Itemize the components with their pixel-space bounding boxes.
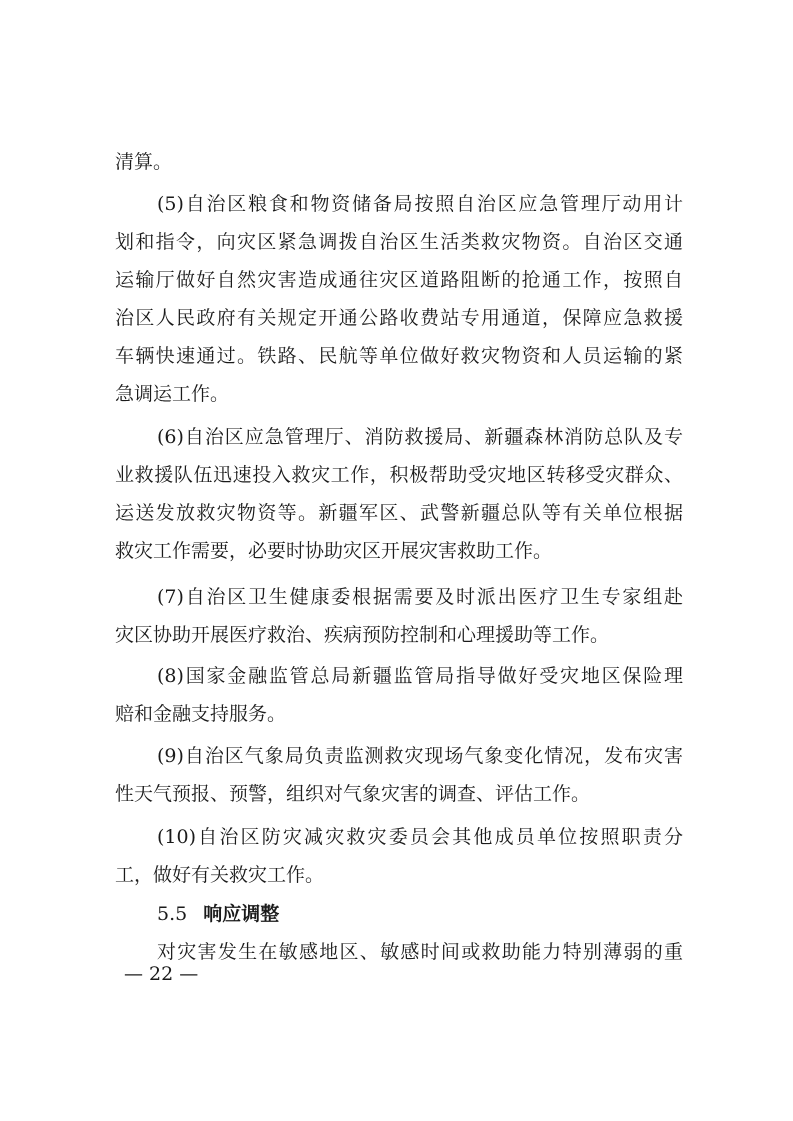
paragraph-line: (7)自治区卫生健康委根据需要及时派出医疗卫生专家组赴: [157, 586, 683, 608]
paragraph-line: 业救援队伍迅速投入救灾工作，积极帮助受灾地区转移受灾群众、: [115, 464, 683, 486]
section-number: 5.5: [157, 903, 188, 925]
paragraph-line: 车辆快速通过。铁路、民航等单位做好救灾物资和人员运输的紧: [115, 345, 683, 367]
paragraph-line: 赔和金融支持服务。: [115, 703, 287, 725]
paragraph-line: 治区人民政府有关规定开通公路收费站专用通道，保障应急救援: [115, 307, 683, 329]
paragraph-line: (8)国家金融监管总局新疆监管局指导做好受灾地区保险理: [157, 665, 683, 687]
paragraph-line: 性天气预报、预警，组织对气象灾害的调查、评估工作。: [115, 783, 591, 805]
paragraph-line: 划和指令，向灾区紧急调拨自治区生活类救灾物资。自治区交通: [115, 231, 683, 253]
section-title: 响应调整: [203, 903, 280, 925]
paragraph-line: 工，做好有关救灾工作。: [115, 864, 325, 886]
paragraph-line: 救灾工作需要，必要时协助灾区开展灾害救助工作。: [115, 540, 553, 562]
paragraph-line: (6)自治区应急管理厅、消防救援局、新疆森林消防总队及专: [157, 426, 683, 448]
paragraph-line: (9)自治区气象局负责监测救灾现场气象变化情况，发布灾害: [157, 745, 683, 767]
paragraph-line: 对灾害发生在敏感地区、敏感时间或救助能力特别薄弱的重: [157, 941, 683, 963]
paragraph-line: (10)自治区防灾减灾救灾委员会其他成员单位按照职责分: [157, 826, 683, 848]
section-heading: [157, 902, 279, 926]
paragraph-line: 灾区协助开展医疗救治、疾病预防控制和心理援助等工作。: [115, 624, 610, 646]
paragraph-line: 运送发放救灾物资等。新疆军区、武警新疆总队等有关单位根据: [115, 502, 683, 524]
paragraph-line: (5)自治区粮食和物资储备局按照自治区应急管理厅动用计: [157, 193, 683, 215]
paragraph-line: 急调运工作。: [115, 383, 230, 405]
paragraph-line: 运输厅做好自然灾害造成通往灾区道路阻断的抢通工作，按照自: [115, 269, 683, 291]
paragraph-line: 清算。: [115, 151, 173, 173]
page-number: — 22 —: [124, 963, 199, 985]
